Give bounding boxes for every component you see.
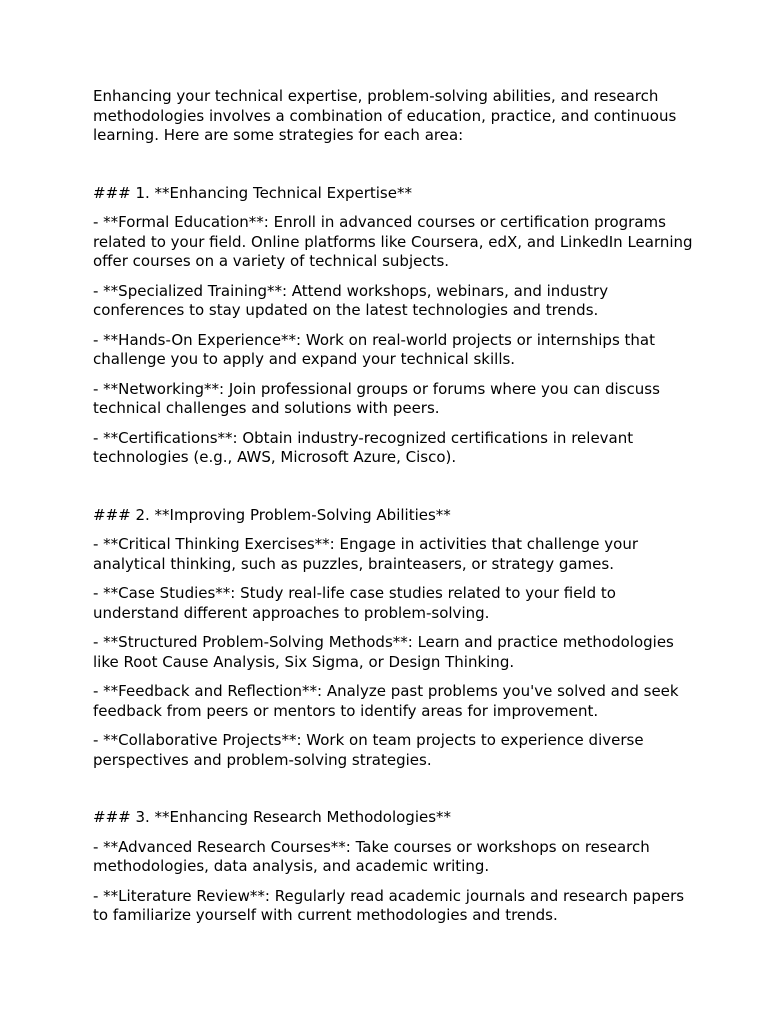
list-item: - **Structured Problem-Solving Methods**: Learn and practice methodologies like Root Cause Analysis, Six Sigma, or Design Thinking. xyxy=(93,633,674,671)
intro-paragraph: Enhancing your technical expertise, problem-solving abilities, and research methodologies involves a combination of education, practice, and continuous learning. Here are some strategies for each area: xyxy=(93,87,677,144)
section-heading: ### 1. **Enhancing Technical Expertise** xyxy=(93,183,412,202)
list-item: - **Case Studies**: Study real-life case studies related to your field to understand different approaches to problem-solving. xyxy=(93,584,616,622)
list-item: - **Critical Thinking Exercises**: Engage in activities that challenge your analytical thinking, such as puzzles, brainteasers, or strategy games. xyxy=(93,535,639,573)
document-page xyxy=(93,87,693,936)
section-technical-expertise xyxy=(93,184,693,468)
section-heading: ### 2. **Improving Problem-Solving Abilities** xyxy=(93,505,451,524)
list-item: - **Advanced Research Courses**: Take courses or workshops on research methodologies, data analysis, and academic writing. xyxy=(93,837,650,875)
list-item: - **Certifications**: Obtain industry-recognized certifications in relevant technologies (e.g., AWS, Microsoft Azure, Cisco). xyxy=(93,428,634,466)
section-problem-solving xyxy=(93,506,693,771)
section-heading: ### 3. **Enhancing Research Methodologies** xyxy=(93,808,452,826)
list-item: - **Formal Education**: Enroll in advanced courses or certification programs related to your field. Online platforms like Coursera, edX, and LinkedIn Learning offer courses on a variety of technical subjects. xyxy=(93,213,693,270)
list-item: - **Feedback and Reflection**: Analyze past problems you've solved and seek feedback from peers or mentors to identify areas for improvement. xyxy=(93,682,679,720)
list-item: - **Networking**: Join professional groups or forums where you can discuss technical challenges and solutions with peers. xyxy=(93,379,660,417)
list-item: - **Collaborative Projects**: Work on team projects to experience diverse perspectives and problem-solving strategies. xyxy=(93,731,644,769)
list-item: - **Specialized Training**: Attend workshops, webinars, and industry conferences to stay updated on the latest technologies and trends. xyxy=(93,281,609,319)
section-research-methodologies xyxy=(93,808,693,926)
list-item: - **Literature Review**: Regularly read academic journals and research papers to familiarize yourself with current methodologies and trends. xyxy=(93,886,685,924)
list-item: - **Hands-On Experience**: Work on real-world projects or internships that challenge you to apply and expand your technical skills. xyxy=(93,330,655,368)
